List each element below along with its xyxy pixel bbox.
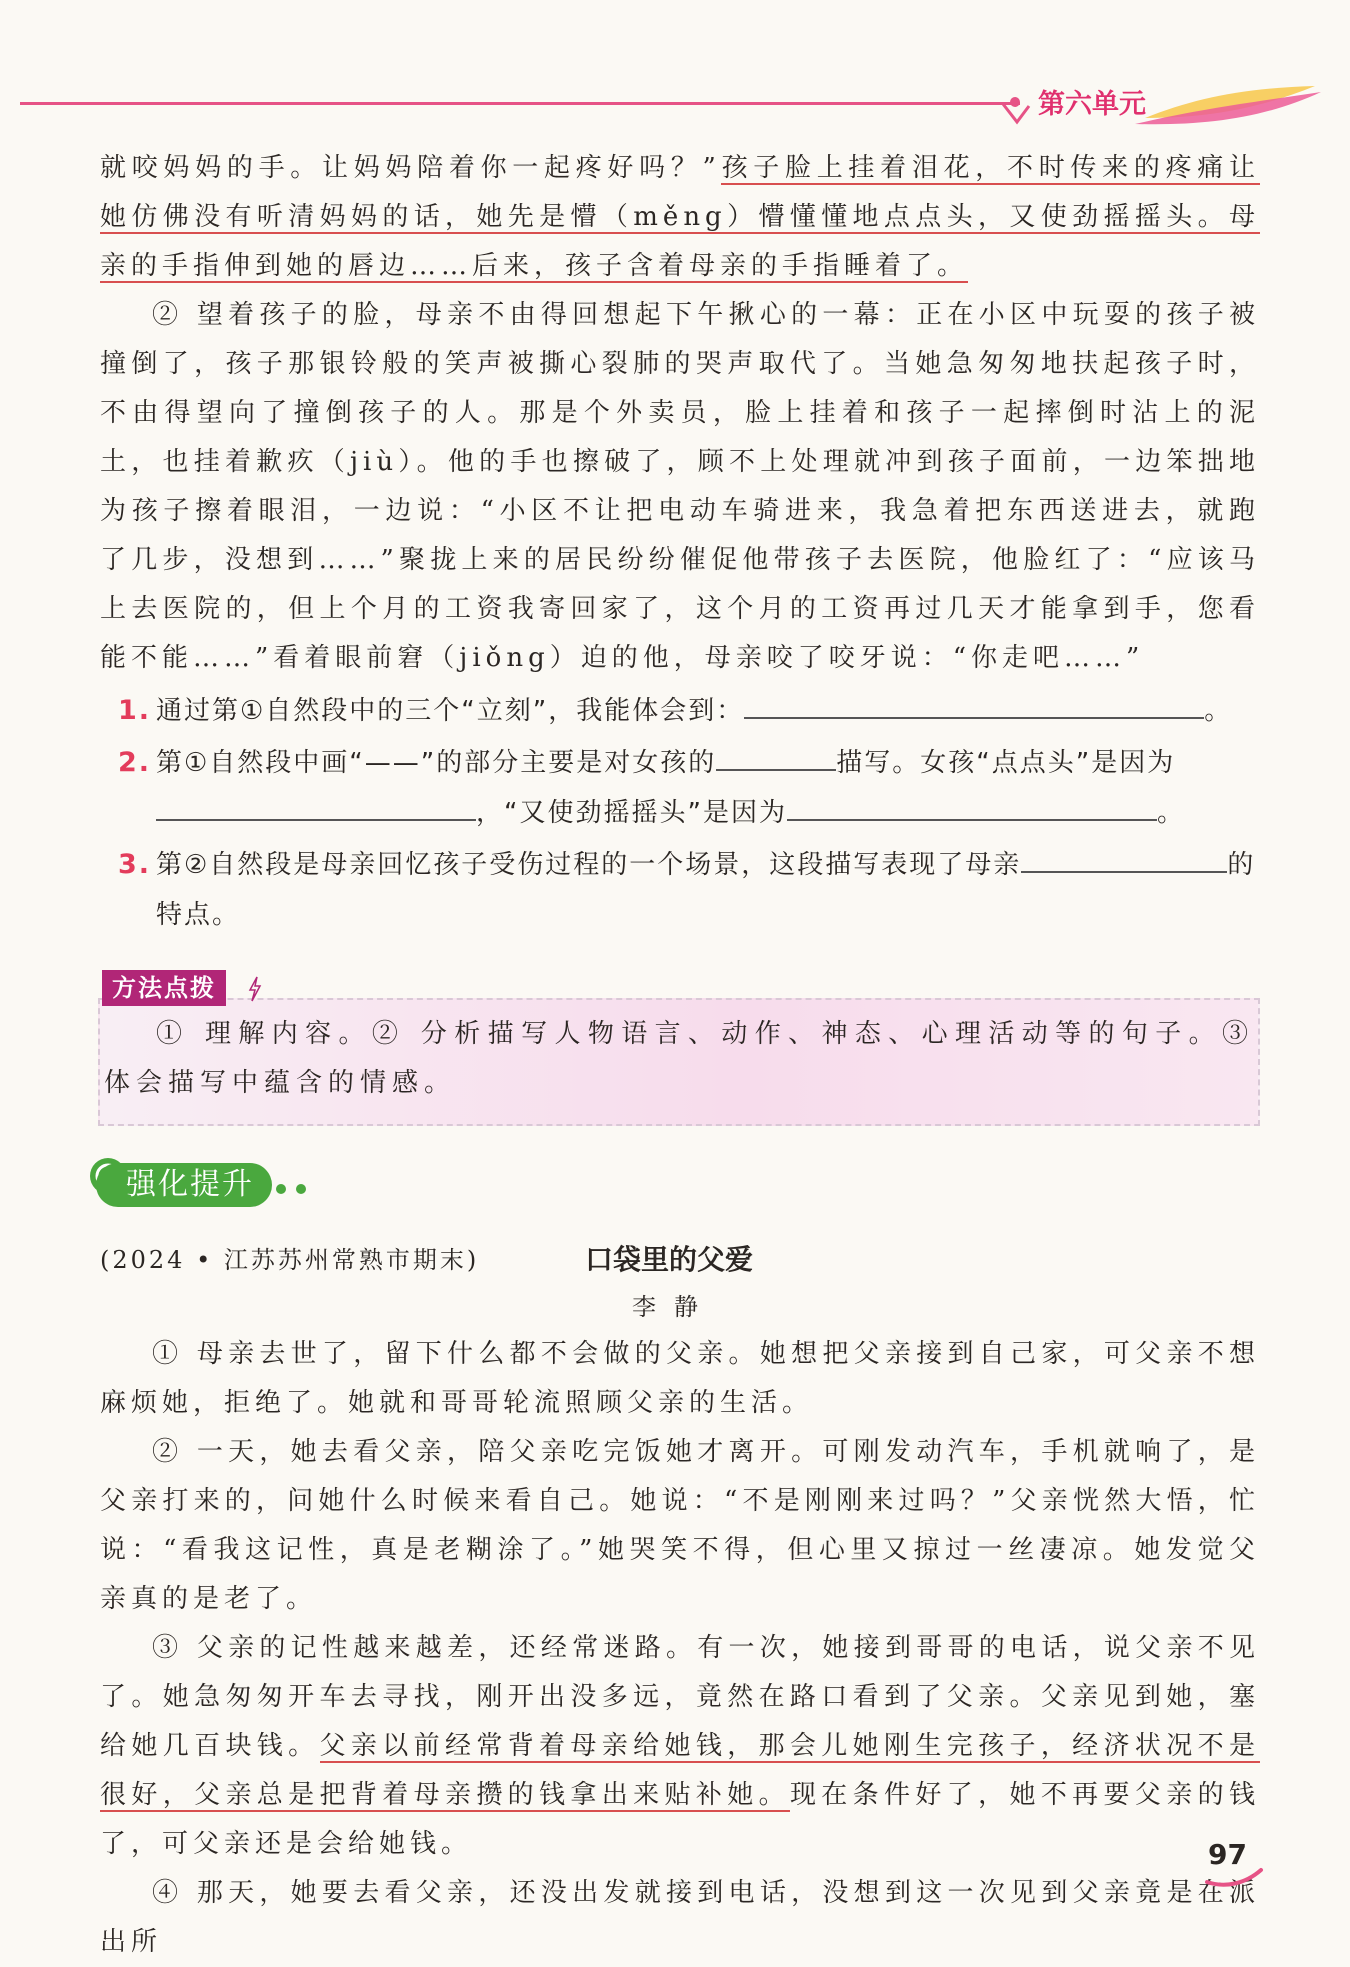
header-rule [20,102,1020,105]
answer-blank[interactable] [716,743,836,771]
section-dot [276,1184,286,1194]
question-number: 1. [118,695,152,726]
underlined-sentence: 孩子脸上挂着泪花，不时传来的疼痛让她仿佛没有听清妈妈的话，她先是懵（měng）懵懂懂地点点头，又使劲摇摇头。 [100,153,1260,232]
question-text: 。 [1204,696,1233,726]
section-title: 强化提升 [96,1163,272,1207]
answer-blank[interactable] [1171,845,1227,873]
underlined-sentence: 父亲以前经常背着母亲给她钱，那会儿她刚生完孩子，经济状况不是很好，父亲总是把背着母亲攒的钱拿出来贴补她。 [100,1731,1260,1810]
article-paragraph-2: ② 一天，她去看父亲，陪父亲吃完饭她才离开。可刚发动汽车，手机就响了，是父亲打来的，问她什么时候来看自己。她说：“不是刚刚来过吗？”父亲恍然大悟，忙说：“看我这记性，真是老糊涂了。”她哭笑不得，但心里又掠过一丝凄凉。她发觉父亲真的是老了。 [100,1437,1261,1614]
article-title: 口袋里的父爱 [585,1243,754,1276]
method-tip-text: ① 理解内容。② 分析描写人物语言、动作、神态、心理活动等的句子。③ 体会描写中蕴含的情感。 [104,1019,1254,1098]
text-segment: 就咬妈妈的手。让妈妈陪着你一起疼好吗？” [100,153,721,183]
article-paragraph-3 [100,1624,1260,1869]
answer-blank[interactable] [744,691,1204,719]
passage-continued [100,144,1260,683]
question-3 [118,840,1260,940]
paragraph-2: ② 望着孩子的脸，母亲不由得回想起下午揪心的一幕：正在小区中玩耍的孩子被撞倒了，孩子那银铃般的笑声被撕心裂肺的哭声取代了。当她急匆匆地扶起孩子时，不由得望向了撞倒孩子的人。那是个外卖员，脸上挂着和孩子一起摔倒时沾上的泥土，也挂着歉疚（jiù）。他的手也擦破了，顾不上处理就冲到孩子面前，一边笨拙地为孩子擦着眼泪，一边说：“小区不让把电动车骑进来，我急着把东西送进去，就跑了几步，没想到……”聚拢上来的居民纷纷催促他带孩子去医院，他脸红了：“应该马上去医院的，但上个月的工资我寄回家了，这个月的工资再过几天才能拿到手，您看能不能……”看着眼前窘（jiǒng）迫的他，母亲咬了咬牙说：“你走吧……” [100,300,1261,673]
question-text: 第②自然段是母亲回忆孩子受伤过程的一个场景，这段描写表现了母亲 [156,850,1022,880]
question-text: 通过第①自然段中的三个“立刻”，我能体会到： [156,696,745,726]
page-number-swoosh [1205,1866,1265,1890]
article-body [100,1330,1260,1967]
answer-blank[interactable] [1021,845,1171,873]
method-tip-label: 方法点拨 [102,970,226,1006]
article-author: 李静 [632,1293,716,1321]
lightning-icon [248,976,262,1002]
paragraph-1-continued [100,144,1260,291]
text-segment: 现在条件好了，她不再要父亲的钱了，可父亲还是会给她钱。 [100,1780,1260,1859]
text-segment: ③ 父亲的记性越来越差，还经常迷路。有一次，她接到哥哥的电话，说父亲不见了。她急匆匆开车去寻找，刚开出没多远，竟然在路口看到了父亲。父亲见到她，塞给她几百块钱。 [100,1633,1261,1761]
page-number: 97 [1208,1838,1247,1871]
question-text: 的特点。 [156,850,1256,930]
method-tip-content [104,1010,1254,1108]
question-text: 。 [1156,798,1185,828]
question-number: 3. [118,849,152,880]
question-1 [118,686,1260,736]
question-number: 2. [118,747,152,778]
unit-title: 第六单元 [1038,89,1146,120]
section-dot [296,1184,306,1194]
underlined-sentence: 母亲的手指伸到她的唇边……后来，孩子含着母亲的手指睡着了。 [100,202,1260,281]
question-text: 描写。女孩“点点头”是因为 [836,748,1176,778]
article-paragraph-4: ④ 那天，她要去看父亲，还没出发就接到电话，没想到这一次见到父亲竟是在派出所 [100,1878,1261,1957]
question-text: 第①自然段中画“——”的部分主要是对女孩的 [156,748,717,778]
question-2 [118,738,1260,838]
question-text: ，“又使劲摇摇头”是因为 [476,798,787,828]
article-source: (2024 • 江苏苏州常熟市期末) [100,1246,480,1274]
answer-blank[interactable] [787,793,1157,821]
article-paragraph-1: ① 母亲去世了，留下什么都不会做的父亲。她想把父亲接到自己家，可父亲不想麻烦她，拒绝了。她就和哥哥轮流照顾父亲的生活。 [100,1339,1261,1418]
answer-blank[interactable] [156,793,476,821]
